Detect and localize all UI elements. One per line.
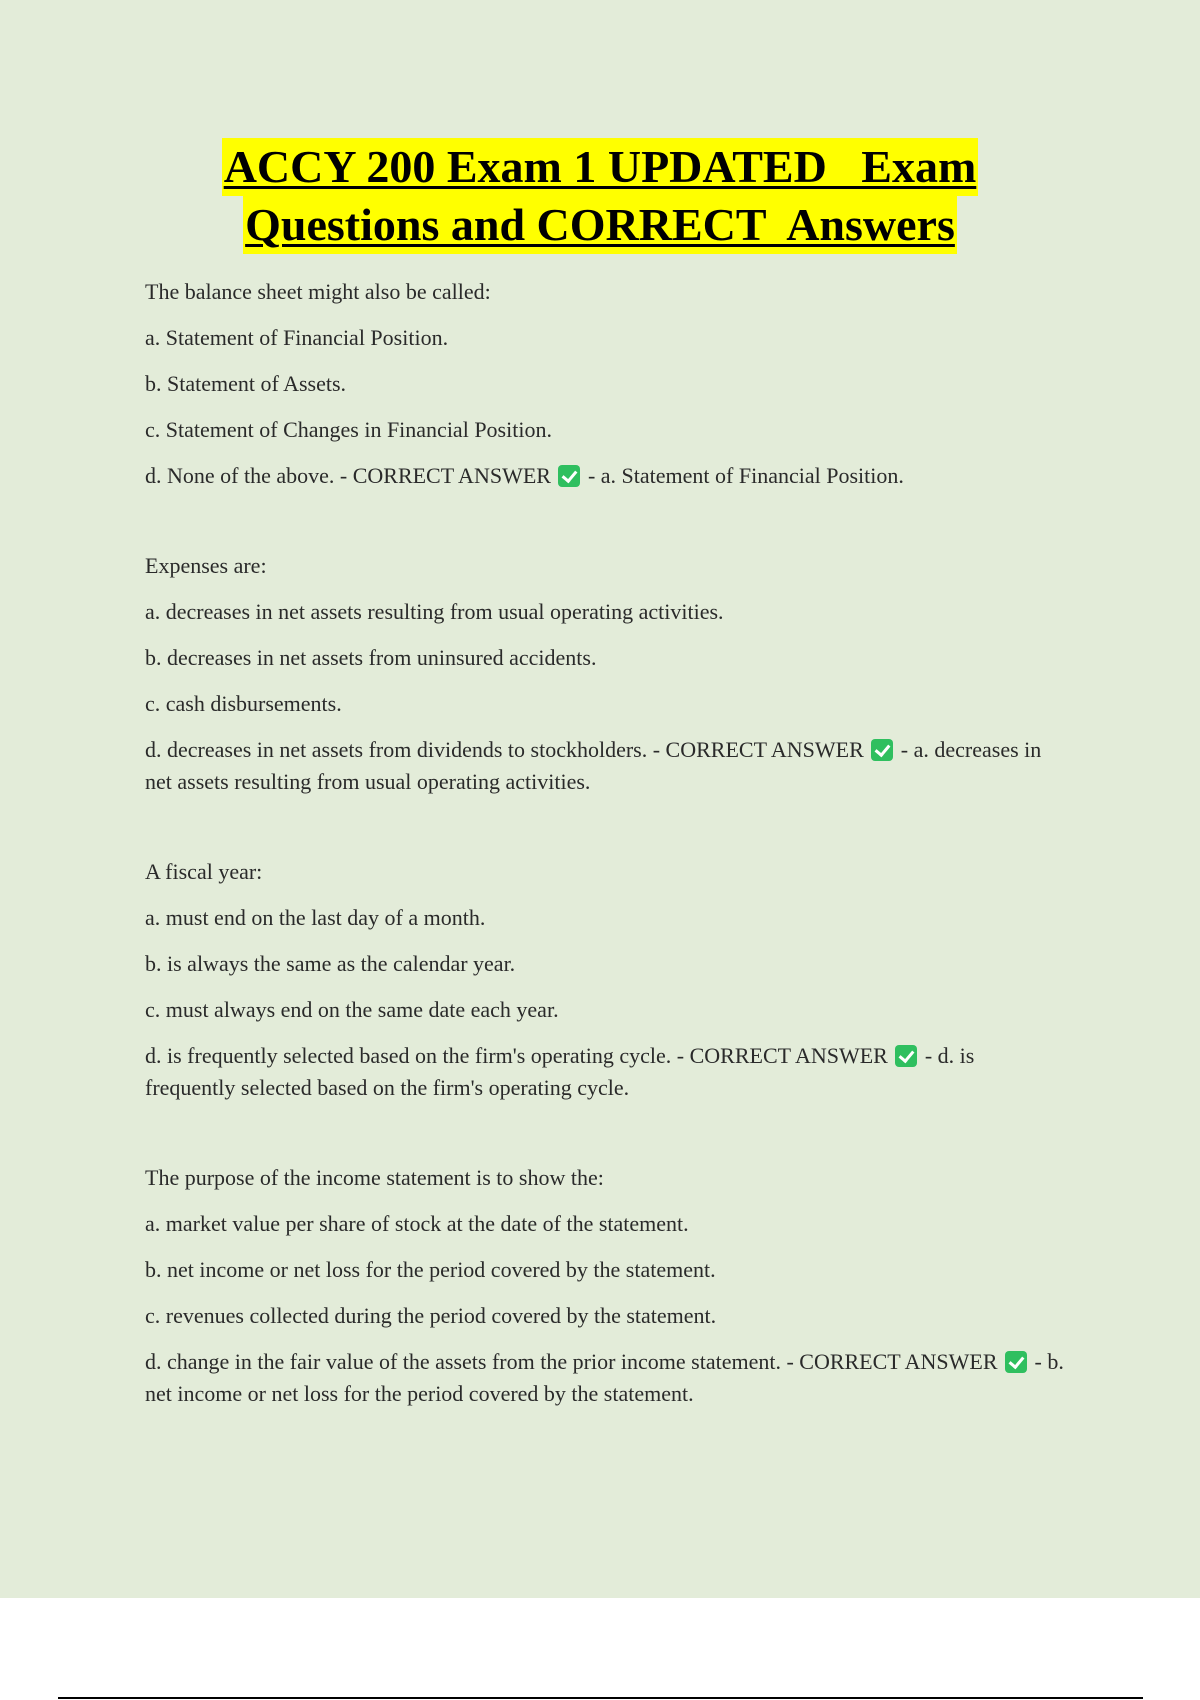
option-c: c. cash disbursements. bbox=[145, 691, 342, 716]
option-d: d. change in the fair value of the assets from the prior income statement. - CORRECT ANSWER bbox=[145, 1349, 998, 1374]
option-c: c. must always end on the same date each year. bbox=[145, 997, 559, 1022]
check-mark-icon bbox=[1005, 1351, 1027, 1373]
question-stem: The purpose of the income statement is to show the: bbox=[145, 1165, 604, 1190]
footer-rule bbox=[58, 1697, 1143, 1699]
title-line-2: Questions and CORRECT Answers bbox=[243, 196, 957, 254]
check-mark-icon bbox=[871, 739, 893, 761]
question-list bbox=[145, 276, 1065, 1410]
question-stem: Expenses are: bbox=[145, 553, 267, 578]
check-mark-icon bbox=[558, 465, 580, 487]
correct-answer: - b. net income or net loss for the period covered by the statement. bbox=[145, 1349, 1064, 1406]
title-line-1: ACCY 200 Exam 1 UPDATED Exam bbox=[222, 138, 979, 196]
option-d-with-answer bbox=[145, 460, 1065, 492]
option-a: a. market value per share of stock at the date of the statement. bbox=[145, 1211, 689, 1236]
correct-answer: - a. decreases in net assets resulting from usual operating activities. bbox=[145, 737, 1042, 794]
question-stem: A fiscal year: bbox=[145, 859, 263, 884]
option-d: d. decreases in net assets from dividends to stockholders. - CORRECT ANSWER bbox=[145, 737, 864, 762]
question-block bbox=[145, 1162, 1065, 1410]
option-b: b. Statement of Assets. bbox=[145, 371, 347, 396]
option-b: b. is always the same as the calendar year. bbox=[145, 951, 516, 976]
option-b: b. decreases in net assets from uninsured accidents. bbox=[145, 645, 597, 670]
option-a: a. decreases in net assets resulting from usual operating activities. bbox=[145, 599, 724, 624]
correct-answer: - a. Statement of Financial Position. bbox=[587, 463, 904, 488]
option-d: d. None of the above. - CORRECT ANSWER bbox=[145, 463, 551, 488]
option-d-with-answer bbox=[145, 734, 1065, 798]
document-title bbox=[0, 138, 1200, 254]
option-a: a. must end on the last day of a month. bbox=[145, 905, 486, 930]
option-d-with-answer bbox=[145, 1346, 1065, 1410]
option-a: a. Statement of Financial Position. bbox=[145, 325, 449, 350]
option-b: b. net income or net loss for the period covered by the statement. bbox=[145, 1257, 716, 1282]
question-stem: The balance sheet might also be called: bbox=[145, 279, 491, 304]
option-c: c. revenues collected during the period covered by the statement. bbox=[145, 1303, 717, 1328]
correct-answer: - d. is frequently selected based on the firm's operating cycle. bbox=[145, 1043, 975, 1100]
question-block bbox=[145, 550, 1065, 798]
check-mark-icon bbox=[895, 1045, 917, 1067]
question-block bbox=[145, 276, 1065, 492]
question-block bbox=[145, 856, 1065, 1104]
option-d: d. is frequently selected based on the firm's operating cycle. - CORRECT ANSWER bbox=[145, 1043, 888, 1068]
option-d-with-answer bbox=[145, 1040, 1065, 1104]
option-c: c. Statement of Changes in Financial Position. bbox=[145, 417, 552, 442]
